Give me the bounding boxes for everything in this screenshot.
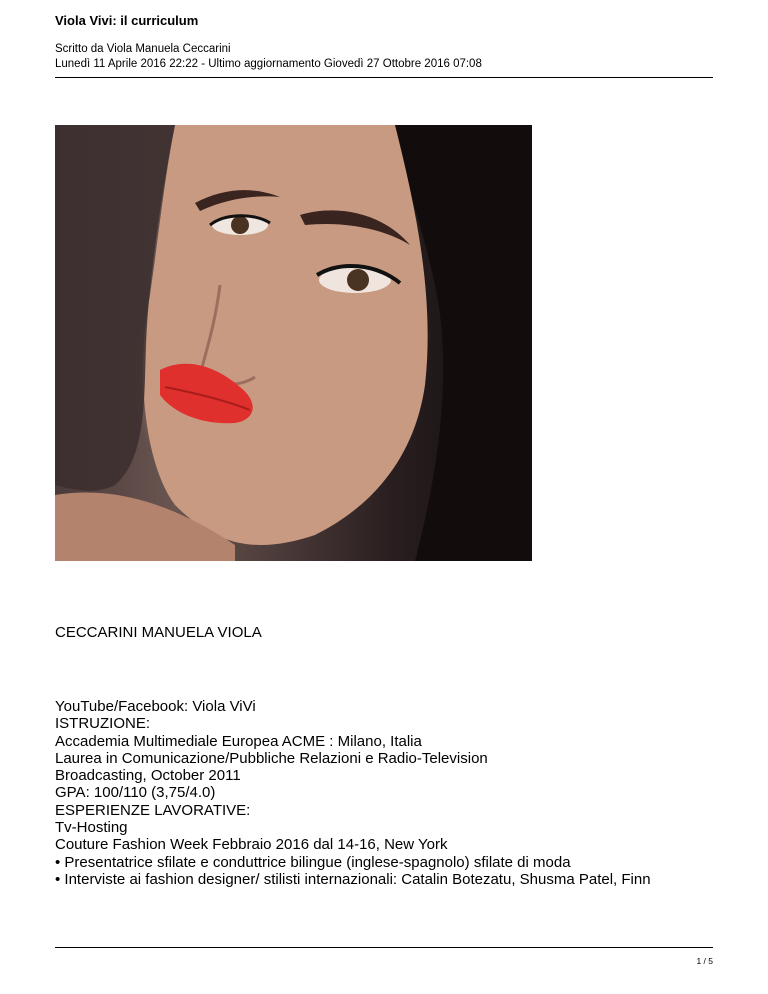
- bullet-item: • Interviste ai fashion designer/ stilisti internazionali: Catalin Botezatu, Shusma Patel, Finn: [55, 870, 651, 888]
- line-event: Couture Fashion Week Febbraio 2016 dal 14-16, New York: [55, 836, 448, 854]
- header-divider: [55, 77, 713, 78]
- section-heading-experience: ESPERIENZE LAVORATIVE:: [55, 801, 251, 819]
- line-gpa: GPA: 100/110 (3,75/4.0): [55, 784, 216, 802]
- document-title: Viola Vivi: il curriculum: [55, 13, 199, 28]
- line-school: Accademia Multimediale Europea ACME : Milano, Italia: [55, 732, 422, 750]
- line-degree-cont: Broadcasting, October 2011: [55, 767, 241, 785]
- date-line: Lunedì 11 Aprile 2016 22:22 - Ultimo aggiornamento Giovedì 27 Ottobre 2016 07:08: [55, 58, 482, 70]
- section-heading-education: ISTRUZIONE:: [55, 715, 151, 733]
- footer-divider: [55, 947, 713, 948]
- page-number: 1 / 5: [696, 956, 713, 966]
- cv-name: CECCARINI MANUELA VIOLA: [55, 624, 262, 641]
- portrait-photo: [55, 125, 532, 561]
- line-degree: Laurea in Comunicazione/Pubbliche Relazioni e Radio-Television: [55, 749, 488, 767]
- line-role: Tv-Hosting: [55, 819, 128, 837]
- bullet-item: • Presentatrice sfilate e conduttrice bilingue (inglese-spagnolo) sfilate di moda: [55, 853, 571, 871]
- portrait-illustration: [55, 125, 532, 561]
- line-social: YouTube/Facebook: Viola ViVi: [55, 698, 256, 715]
- author-line: Scritto da Viola Manuela Ceccarini: [55, 43, 231, 55]
- cv-body: [55, 698, 651, 888]
